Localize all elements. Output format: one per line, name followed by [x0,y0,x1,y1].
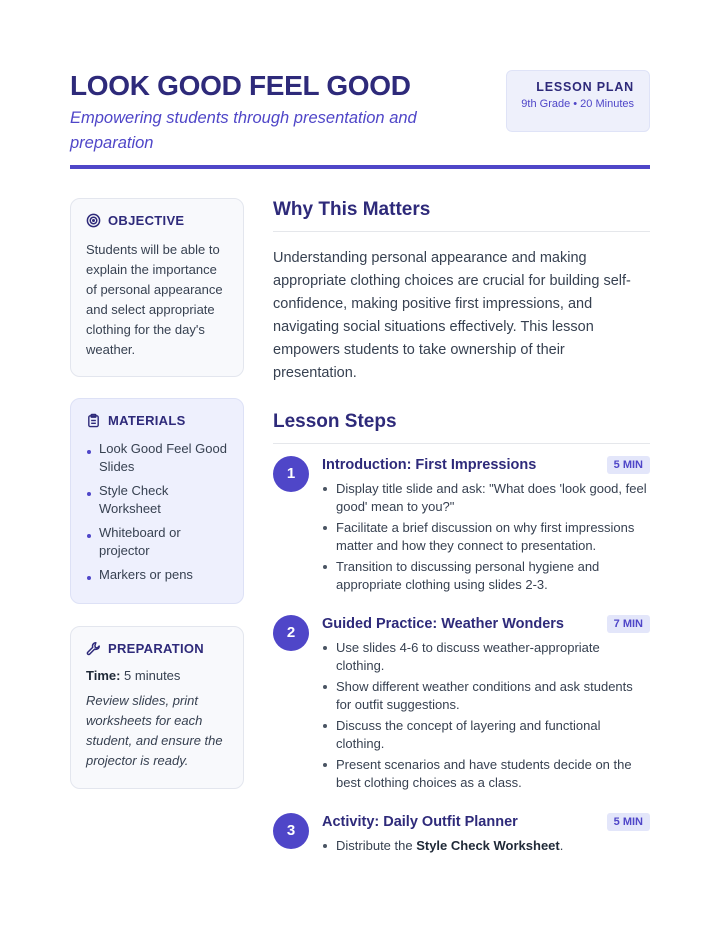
list-item [322,837,650,855]
step-number: 2 [273,615,309,651]
why-text: Understanding personal appearance and making appropriate clothing choices are crucial for building self-confidence, making positive first impressions, and navigating social situations effectively. This lesson empowers students to take ownership of their presentation. [273,250,631,381]
step-number: 1 [273,456,309,492]
step-duration-badge: 5 MIN [607,813,650,831]
list-item: Present scenarios and have students decide on the best clothing choices as a class. [322,756,650,791]
wrench-icon [86,641,101,656]
preparation-time-label: Time: [86,668,121,683]
step-duration-badge: 5 MIN [607,456,650,474]
page-subtitle: Empowering students through presentation and preparation [70,109,417,152]
step-title: Introduction: First Impressions [322,457,537,473]
preparation-time [86,668,229,683]
list-item: Show different weather conditions and ask students for outfit suggestions. [322,678,650,713]
objective-heading [86,213,229,228]
objective-card [70,198,244,377]
step-list [322,639,650,791]
steps-heading: Lesson Steps [273,411,650,444]
lesson-step-1 [273,456,650,597]
materials-list [86,440,229,584]
step-title: Guided Practice: Weather Wonders [322,616,564,632]
page-header [70,70,650,156]
lesson-step-2 [273,615,650,795]
list-item-prefix: Distribute the [336,838,417,853]
list-item: Discuss the concept of layering and functional clothing. [322,717,650,752]
preparation-card [70,626,244,789]
materials-heading-label: MATERIALS [108,413,186,428]
list-item: Use slides 4-6 to discuss weather-appropriate clothing. [322,639,650,674]
step-title: Activity: Daily Outfit Planner [322,814,518,830]
target-icon [86,213,101,228]
list-item: Transition to discussing personal hygiene and appropriate clothing using slides 2-3. [322,558,650,593]
why-heading: Why This Matters [273,199,650,232]
preparation-note: Review slides, print worksheets for each student, and ensure the projector is ready. [86,693,223,768]
preparation-heading [86,641,229,656]
list-item: Look Good Feel Good Slides [86,440,229,475]
materials-card [70,398,244,604]
objective-text: Students will be able to explain the importance of personal appearance and select appropriate clothing for the day's weather. [86,242,223,357]
list-item-suffix: . [559,838,564,853]
step-number: 3 [273,813,309,849]
page-title: LOOK GOOD FEEL GOOD [70,70,411,101]
list-item: Facilitate a brief discussion on why first impressions matter and how they connect to presentation. [322,519,650,554]
step-duration-badge: 7 MIN [607,615,650,633]
list-item: Whiteboard or projector [86,524,229,559]
lesson-plan-badge [506,70,650,132]
badge-title: LESSON PLAN [536,80,634,94]
header-divider [70,165,650,169]
lesson-step-3 [273,813,650,859]
step-list [322,480,650,593]
worksheet-name: Style Check Worksheet [416,838,560,853]
badge-subtitle: 9th Grade • 20 Minutes [521,98,634,110]
materials-heading [86,413,229,428]
preparation-heading-label: PREPARATION [108,641,204,656]
preparation-time-value: 5 minutes [120,668,181,683]
list-item: Markers or pens [86,566,229,584]
list-item: Style Check Worksheet [86,482,229,517]
list-item: Display title slide and ask: "What does 'look good, feel good' mean to you?" [322,480,650,515]
steps-section [273,411,650,444]
clipboard-icon [86,413,101,428]
objective-heading-label: OBJECTIVE [108,213,185,228]
why-section [273,199,650,385]
step-list [322,837,650,855]
